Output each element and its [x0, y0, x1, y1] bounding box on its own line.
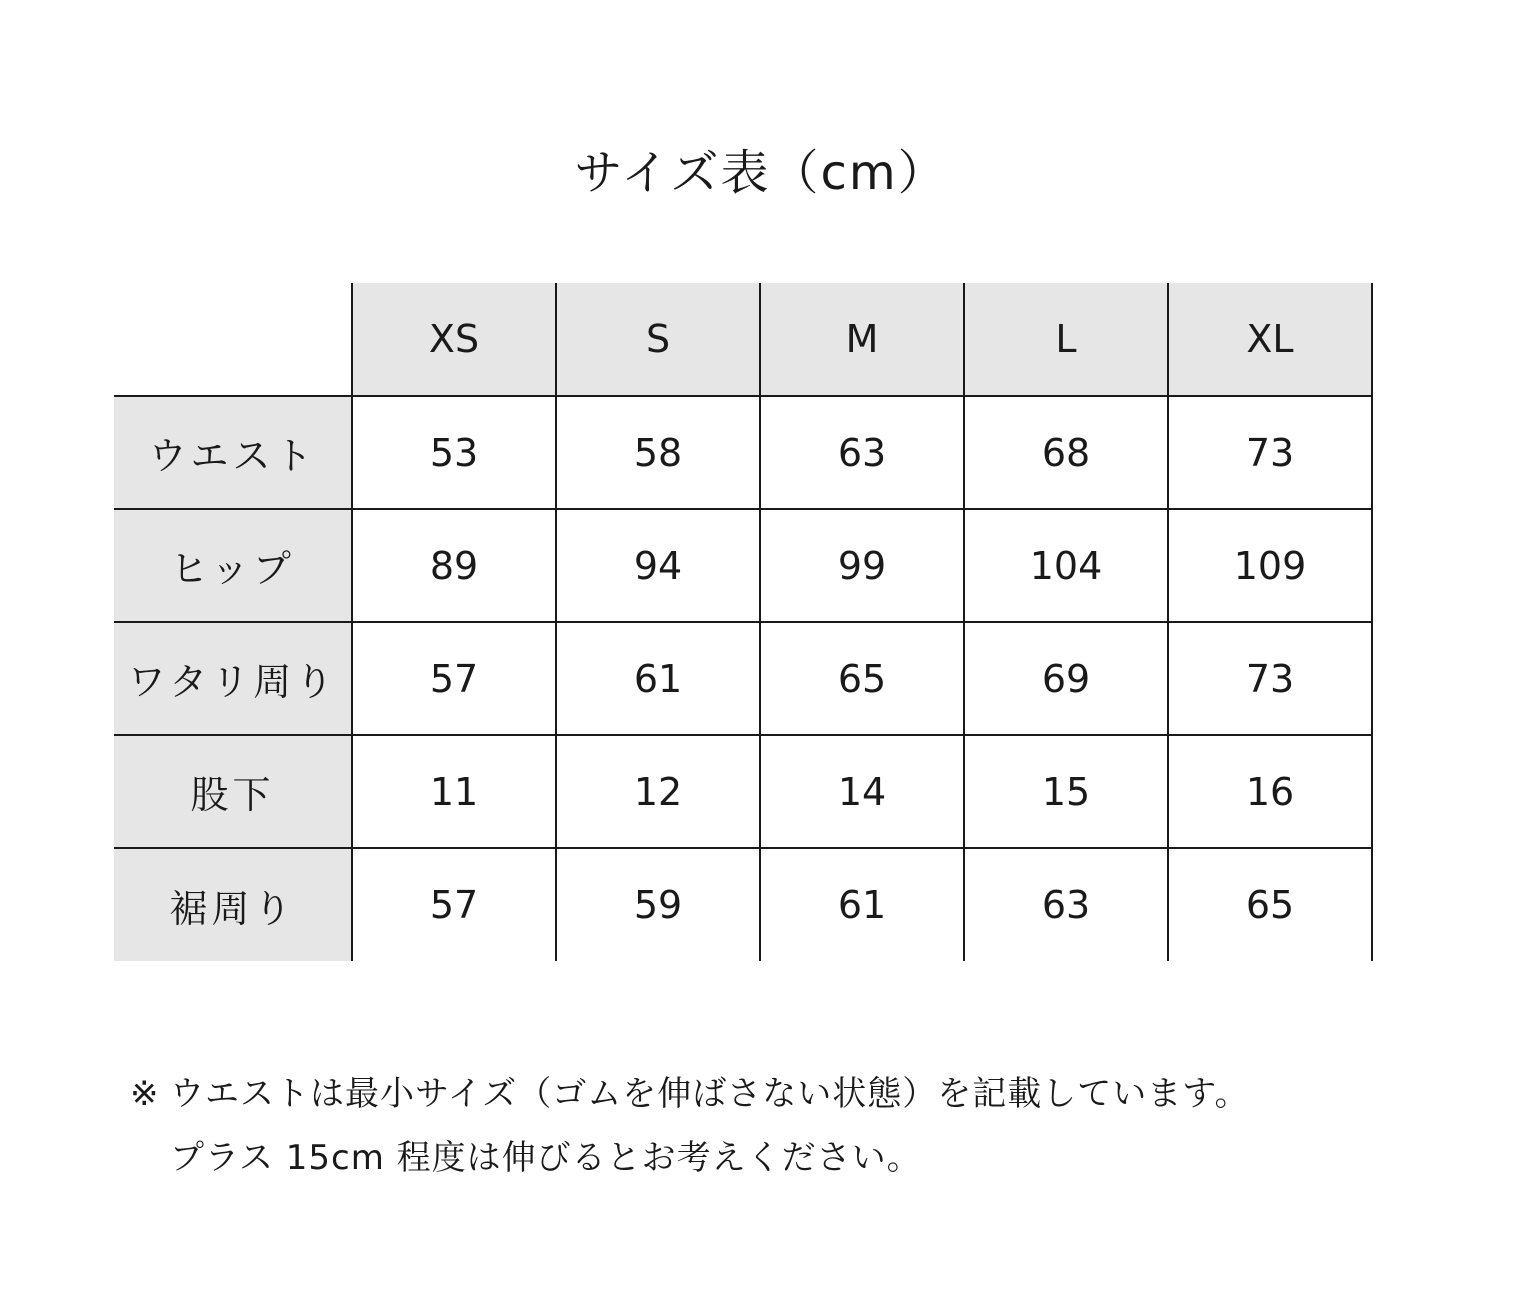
row-label-hip: ヒップ: [114, 509, 352, 622]
table-cell: 104: [964, 509, 1168, 622]
table-cell: 89: [352, 509, 556, 622]
note-text-2: プラス 15cm 程度は伸びるとお考えください。: [170, 1138, 922, 1178]
table-row: [114, 509, 1372, 622]
table-cell: 11: [352, 735, 556, 848]
table-row: [114, 396, 1372, 509]
row-label-inseam: 股下: [114, 735, 352, 848]
table-cell: 73: [1168, 396, 1372, 509]
table-cell: 99: [760, 509, 964, 622]
table-cell: 94: [556, 509, 760, 622]
row-label-waist: ウエスト: [114, 396, 352, 509]
table-cell: 12: [556, 735, 760, 848]
size-table: [114, 283, 1373, 961]
row-label-thigh: ワタリ周り: [114, 622, 352, 735]
table-cell: 69: [964, 622, 1168, 735]
table-cell: 59: [556, 848, 760, 961]
column-header-xl: XL: [1168, 283, 1372, 396]
table-row: [114, 622, 1372, 735]
table-cell: 14: [760, 735, 964, 848]
table-cell: 15: [964, 735, 1168, 848]
size-note: [130, 1062, 1250, 1190]
table-cell: 63: [760, 396, 964, 509]
table-cell: 58: [556, 396, 760, 509]
table-header-row: [114, 283, 1372, 396]
table-cell: 57: [352, 848, 556, 961]
table-cell: 65: [760, 622, 964, 735]
column-header-m: M: [760, 283, 964, 396]
table-cell: 65: [1168, 848, 1372, 961]
table-cell: 109: [1168, 509, 1372, 622]
table-cell: 61: [760, 848, 964, 961]
note-line-2: [130, 1126, 1250, 1190]
table-corner-cell: [114, 283, 352, 396]
table-cell: 53: [352, 396, 556, 509]
note-text-1: ウエストは最小サイズ（ゴムを伸ばさない状態）を記載しています。: [170, 1074, 1250, 1114]
table-row: [114, 735, 1372, 848]
column-header-s: S: [556, 283, 760, 396]
table-cell: 68: [964, 396, 1168, 509]
note-line-1: [130, 1062, 1250, 1126]
table-cell: 73: [1168, 622, 1372, 735]
table-cell: 61: [556, 622, 760, 735]
note-mark: ※: [130, 1074, 160, 1114]
page-title: サイズ表（cm）: [574, 145, 948, 201]
column-header-xs: XS: [352, 283, 556, 396]
table-cell: 63: [964, 848, 1168, 961]
column-header-l: L: [964, 283, 1168, 396]
row-label-hem: 裾周り: [114, 848, 352, 961]
table-cell: 57: [352, 622, 556, 735]
table-cell: 16: [1168, 735, 1372, 848]
table-row: [114, 848, 1372, 961]
